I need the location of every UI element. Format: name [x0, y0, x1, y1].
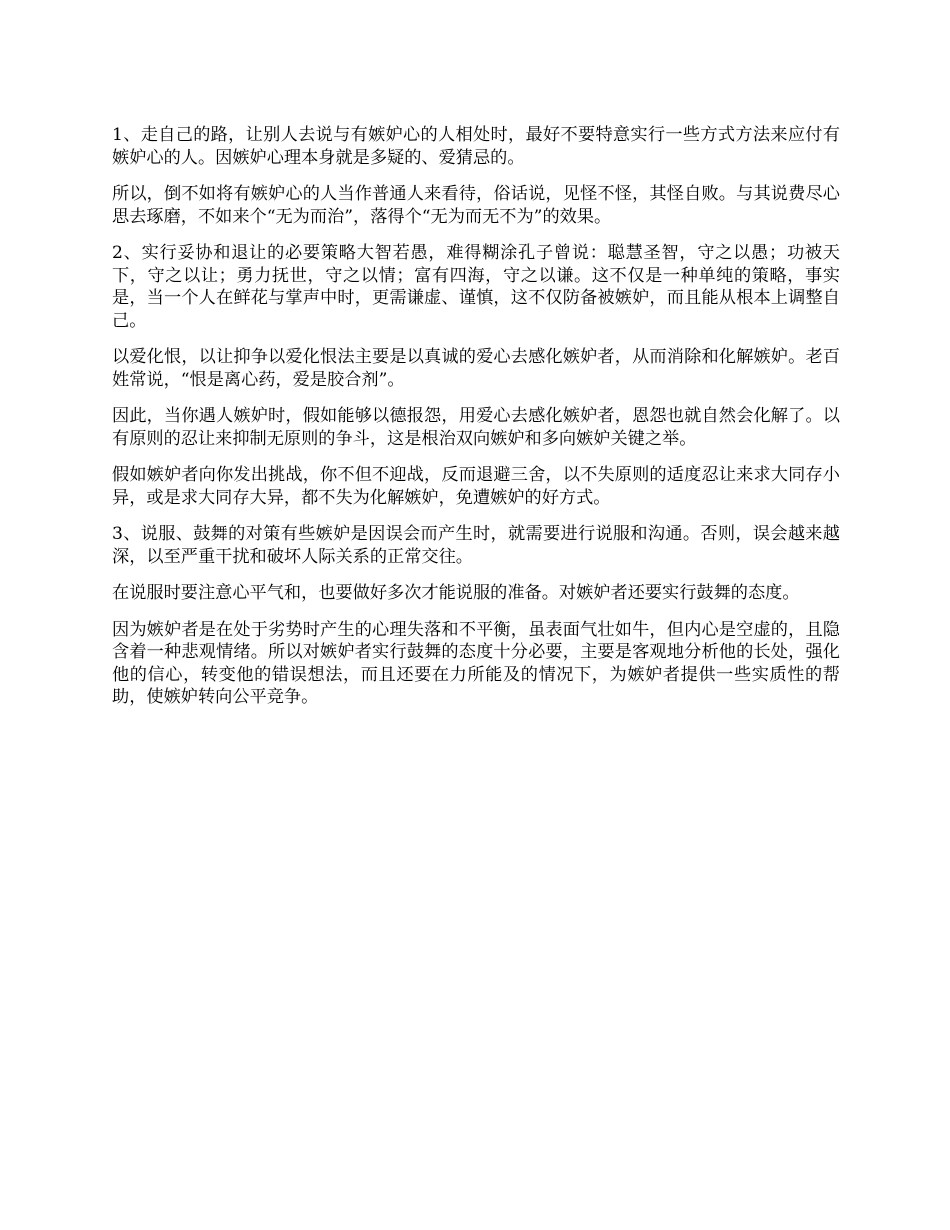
paragraph-6: 假如嫉妒者向你发出挑战，你不但不迎战，反而退避三舍，以不失原则的适度忍让来求大同存小异，或是求大同存大异，都不失为化解嫉妒，免遭嫉妒的好方式。 [112, 465, 840, 508]
paragraph-7: 3、说服、鼓舞的对策有些嫉妒是因误会而产生时，就需要进行说服和沟通。否则，误会越来越深，以至严重干扰和破坏人际关系的正常交往。 [112, 524, 840, 567]
paragraph-5: 因此，当你遇人嫉妒时，假如能够以德报怨，用爱心去感化嫉妒者，恩怨也就自然会化解了。以有原则的忍让来抑制无原则的争斗，这是根治双向嫉妒和多向嫉妒关键之举。 [112, 406, 840, 449]
paragraph-1: 1、走自己的路，让别人去说与有嫉妒心的人相处时，最好不要特意实行一些方式方法来应付有嫉妒心的人。因嫉妒心理本身就是多疑的、爱猜忌的。 [112, 125, 840, 168]
paragraph-9: 因为嫉妒者是在处于劣势时产生的心理失落和不平衡，虽表面气壮如牛，但内心是空虚的，且隐含着一种悲观情绪。所以对嫉妒者实行鼓舞的态度十分必要，主要是客观地分析他的长处，强化他的信心，转变他的错误想法，而且还要在力所能及的情况下，为嫉妒者提供一些实质性的帮助，使嫉妒转向公平竞争。 [112, 619, 840, 707]
document-body [112, 124, 840, 723]
paragraph-8: 在说服时要注意心平气和，也要做好多次才能说服的准备。对嫉妒者还要实行鼓舞的态度。 [112, 583, 800, 603]
paragraph-2: 所以，倒不如将有嫉妒心的人当作普通人来看待，俗话说，见怪不怪，其怪自败。与其说费尽心思去琢磨，不如来个“无为而治”，落得个“无为而无不为”的效果。 [112, 184, 840, 227]
paragraph-3: 2、实行妥协和退让的必要策略大智若愚，难得糊涂孔子曾说：聪慧圣智，守之以愚；功被天下，守之以让；勇力抚世，守之以情；富有四海，守之以谦。这不仅是一种单纯的策略，事实是，当一个人在鲜花与掌声中时，更需谦虚、谨慎，这不仅防备被嫉妒，而且能从根本上调整自己。 [112, 243, 840, 331]
paragraph-4: 以爱化恨，以让抑争以爱化恨法主要是以真诚的爱心去感化嫉妒者，从而消除和化解嫉妒。老百姓常说，“恨是离心药，爱是胶合剂”。 [112, 347, 840, 390]
